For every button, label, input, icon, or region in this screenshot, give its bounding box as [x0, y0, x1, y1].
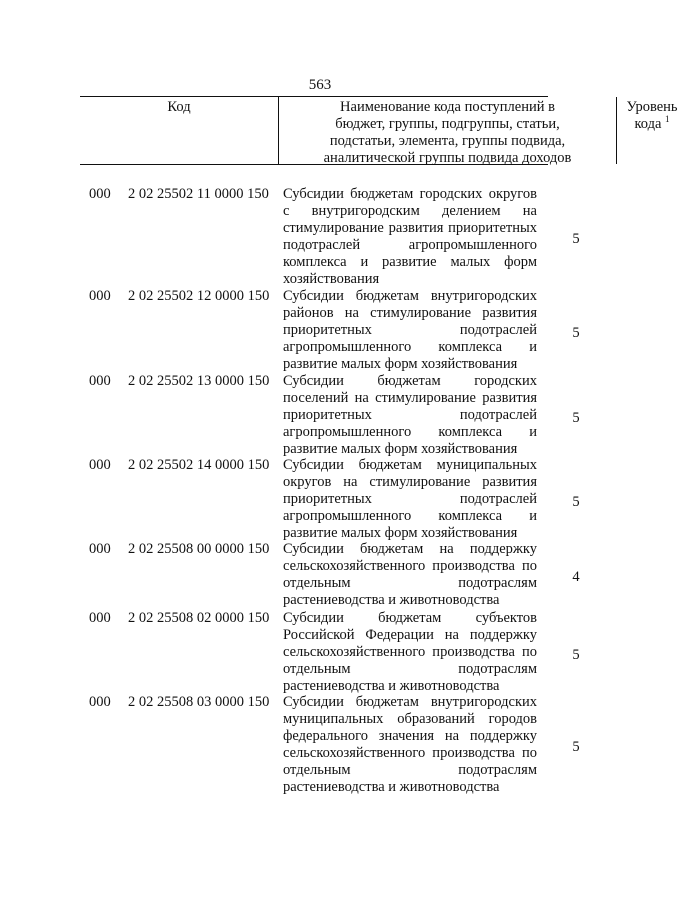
revenue-name-line: агропромышленного комплекса и	[283, 424, 537, 440]
revenue-name	[283, 610, 537, 695]
code-level: 5	[572, 231, 580, 247]
code-level: 5	[572, 739, 580, 755]
admin-code: 000	[89, 610, 111, 626]
revenue-name-line: растениеводства и животноводства	[283, 678, 500, 694]
revenue-name-line: стимулирование развития приоритетных	[283, 220, 537, 236]
header-code: Код	[167, 99, 191, 115]
code-level: 5	[572, 410, 580, 426]
revenue-name-line: федерального значения на поддержку	[283, 728, 537, 744]
admin-code: 000	[89, 373, 111, 389]
revenue-name	[283, 457, 537, 542]
revenue-code: 2 02 25508 03 0000 150	[128, 694, 270, 710]
revenue-name-line: развитие малых форм хозяйствования	[283, 441, 518, 457]
admin-code: 000	[89, 457, 111, 473]
header-name-line: подстатьи, элемента, группы подвида,	[329, 133, 566, 149]
admin-code: 000	[89, 694, 111, 710]
revenue-name	[283, 541, 537, 609]
revenue-code: 2 02 25508 00 0000 150	[128, 541, 270, 557]
revenue-name-line: развитие малых форм хозяйствования	[283, 356, 518, 372]
revenue-name-line: подотраслей агропромышленного	[283, 237, 537, 253]
code-level: 5	[572, 494, 580, 510]
revenue-name-line: округов на стимулирование развития	[283, 474, 537, 490]
header-name	[278, 97, 617, 164]
revenue-code: 2 02 25502 12 0000 150	[128, 288, 270, 304]
revenue-name-line: Российской Федерации на поддержку	[283, 627, 537, 643]
header-level-line: кода $^1$	[634, 114, 670, 132]
revenue-name-line: агропромышленного комплекса и	[283, 339, 537, 355]
revenue-name-line: сельскохозяйственного производства по	[283, 644, 537, 660]
header-level-line: Уровень	[626, 99, 678, 115]
revenue-name-line: Субсидии бюджетам внутригородских	[283, 288, 537, 304]
revenue-code: 2 02 25502 13 0000 150	[128, 373, 270, 389]
revenue-name-line: отдельным подотраслям	[283, 762, 537, 778]
code-level: 4	[572, 569, 580, 585]
page-number: 563	[308, 77, 332, 93]
revenue-name-line: приоритетных подотраслей	[283, 491, 537, 507]
revenue-code: 2 02 25502 11 0000 150	[128, 186, 269, 202]
revenue-name-line: отдельным подотраслям	[283, 575, 537, 591]
revenue-name-line: растениеводства и животноводства	[283, 592, 500, 608]
revenue-name-line: поселений на стимулирование развития	[283, 390, 537, 406]
revenue-name-line: растениеводства и животноводства	[283, 779, 500, 795]
revenue-name-line: отдельным подотраслям	[283, 661, 537, 677]
revenue-name-line: Субсидии бюджетам на поддержку	[283, 541, 537, 557]
admin-code: 000	[89, 541, 111, 557]
revenue-name-line: Субсидии бюджетам городских	[283, 373, 537, 389]
footnote-marker: 1	[665, 114, 670, 125]
revenue-name-line: комплекса и развитие малых форм	[283, 254, 537, 270]
revenue-code: 2 02 25508 02 0000 150	[128, 610, 270, 626]
header-name-line: бюджет, группы, подгруппы, статьи,	[335, 116, 560, 132]
header-name-line: аналитической группы подвида доходов	[323, 150, 572, 166]
revenue-name	[283, 186, 537, 288]
revenue-name-line: муниципальных образований городов	[283, 711, 537, 727]
revenue-name-line: сельскохозяйственного производства по	[283, 558, 537, 574]
admin-code: 000	[89, 288, 111, 304]
revenue-name	[283, 373, 537, 458]
revenue-name-line: агропромышленного комплекса и	[283, 508, 537, 524]
revenue-name-line: хозяйствования	[283, 271, 380, 287]
header-level	[617, 97, 687, 133]
revenue-name	[283, 694, 537, 796]
revenue-name-line: сельскохозяйственного производства по	[283, 745, 537, 761]
revenue-name-line: Субсидии бюджетам городских округов	[283, 186, 537, 202]
revenue-name-line: приоритетных подотраслей	[283, 322, 537, 338]
code-level: 5	[572, 647, 580, 663]
admin-code: 000	[89, 186, 111, 202]
revenue-code: 2 02 25502 14 0000 150	[128, 457, 270, 473]
header-name-line: Наименование кода поступлений в	[340, 99, 555, 115]
revenue-name-line: развитие малых форм хозяйствования	[283, 525, 518, 541]
revenue-name-line: Субсидии бюджетам субъектов	[283, 610, 537, 626]
revenue-name-line: Субсидии бюджетам внутригородских	[283, 694, 537, 710]
table-header	[80, 96, 678, 166]
revenue-name-line: районов на стимулирование развития	[283, 305, 537, 321]
revenue-name-line: с внутригородским делением на	[283, 203, 537, 219]
revenue-name	[283, 288, 537, 373]
revenue-name-line: приоритетных подотраслей	[283, 407, 537, 423]
code-level: 5	[572, 325, 580, 341]
revenue-name-line: Субсидии бюджетам муниципальных	[283, 457, 537, 473]
